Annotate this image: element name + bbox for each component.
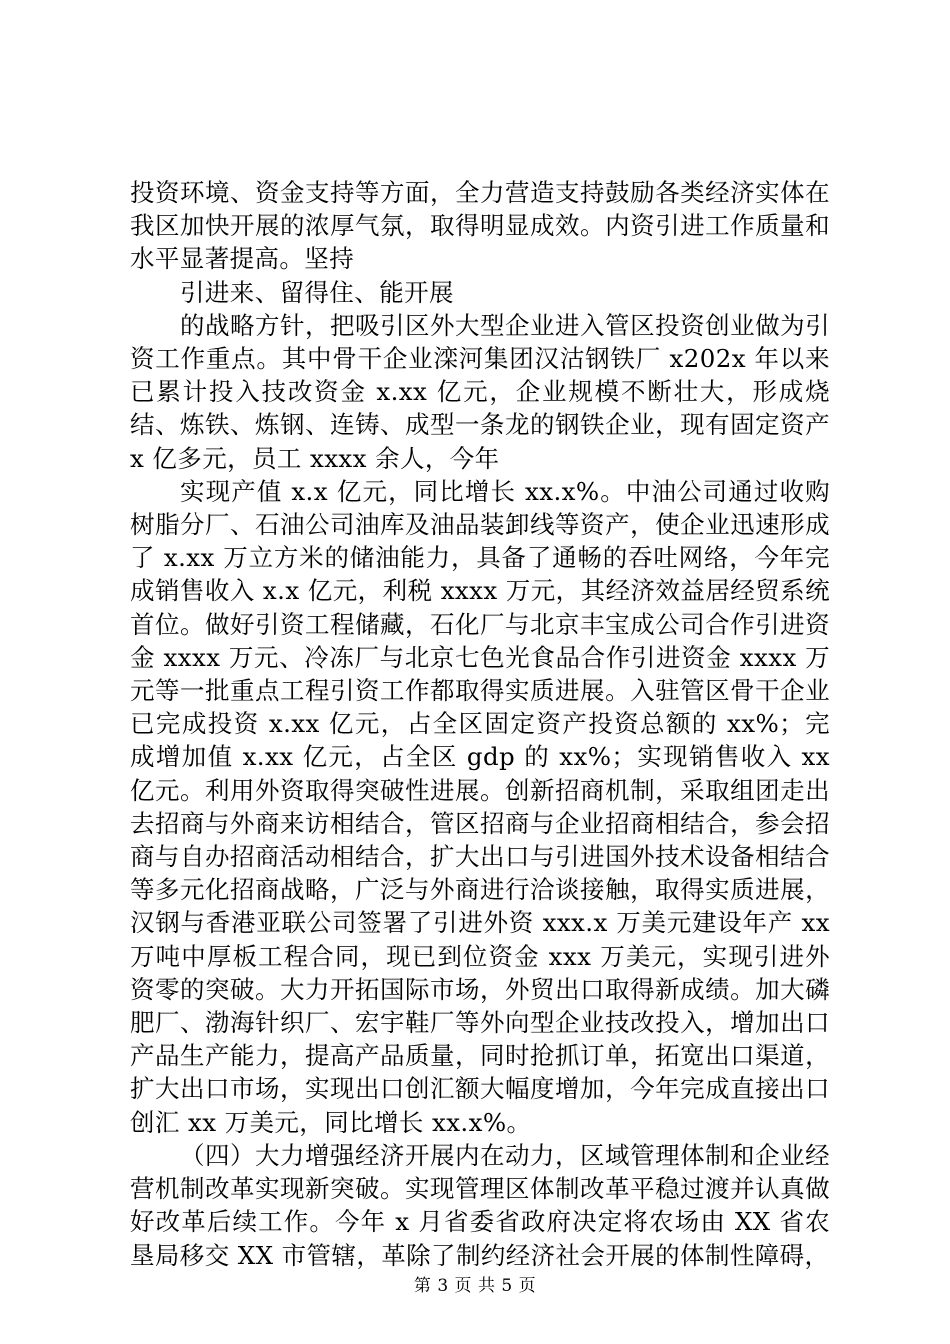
paragraph-2: 引进来、留得住、能开展 <box>180 277 454 307</box>
page-footer: 第 3 页 共 5 页 <box>413 1276 537 1296</box>
document-body <box>130 176 830 1272</box>
paragraph-4: 实现产值 x.x 亿元，同比增长 xx.x%。中油公司通过收购树脂分厂、石油公司油库及油品装卸线等资产，使企业迅速形成了 x.xx 万立方米的储油能力，具备了通畅的吞吐网络，今年完成销售收入 x.x 亿元，利税 xxxx 万元，其经济效益居经贸系统首位。做好引资工程储藏，石化厂与北京丰宝成公司合作引进资金 xxxx 万元、冷冻厂与北京七色光食品合作引进资金 xxxx 万元等一批重点工程引资工作都取得实质进展。入驻管区骨干企业已完成投资 x.xx 亿元，占全区固定资产投资总额的 xx%；完成增加值 x.xx 亿元，占全区 gdp 的 xx%；实现销售收入 xx 亿元。利用外资取得突破性进展。创新招商机制，采取组团走出去招商与外商来访相结合，管区招商与企业招商相结合，参会招商与自办招商活动相结合，扩大出口与引进国外技术设备相结合等多元化招商战略，广泛与外商进行洽谈接触，取得实质进展，汉钢与香港亚联公司签署了引进外资 xxx.x 万美元建设年产 xx 万吨中厚板工程合同，现已到位资金 xxx 万美元，实现引进外资零的突破。大力开拓国际市场，外贸出口取得新成绩。加大磷肥厂、渤海针织厂、宏宇鞋厂等外向型企业技改投入，增加出口产品生产能力，提高产品质量，同时抢抓订单，拓宽出口渠道，扩大出口市场，实现出口创汇额大幅度增加，今年完成直接出口创汇 xx 万美元，同比增长 xx.x%。 <box>130 476 830 1137</box>
paragraph-1: 投资环境、资金支持等方面，全力营造支持鼓励各类经济实体在我区加快开展的浓厚气氛，取得明显成效。内资引进工作质量和水平显著提高。坚持 <box>130 178 830 274</box>
paragraph-3: 的战略方针，把吸引区外大型企业进入管区投资创业做为引资工作重点。其中骨干企业滦河集团汉沽钢铁厂 x202x 年以来已累计投入技改资金 x.xx 亿元，企业规模不断壮大，形成烧结、炼铁、炼钢、连铸、成型一条龙的钢铁企业，现有固定资产 x 亿多元，员工 xxxx 余人，今年 <box>130 310 830 473</box>
paragraph-5: （四）大力增强经济开展内在动力，区域管理体制和企业经营机制改革实现新突破。实现管理区体制改革平稳过渡并认真做好改革后续工作。今年 x 月省委省政府决定将农场由 XX 省农垦局移交 XX 市管辖，革除了制约经济社会开展的体制性障碍， <box>130 1140 830 1270</box>
